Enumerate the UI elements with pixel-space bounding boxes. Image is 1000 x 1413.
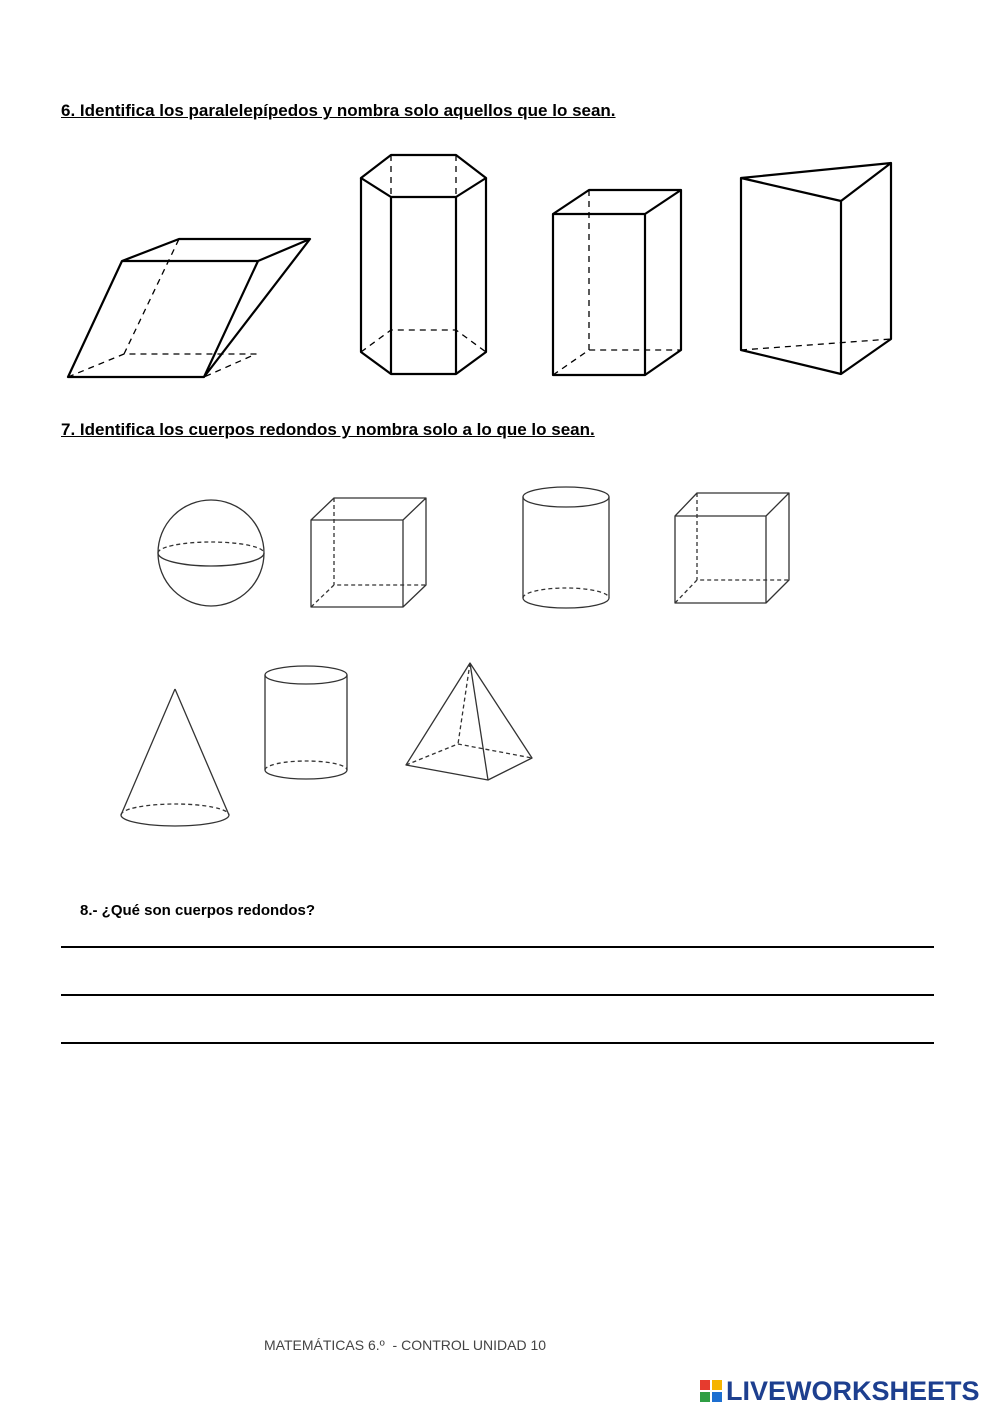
answer-line-3[interactable] <box>61 1042 934 1044</box>
question-7-title: 7. Identifica los cuerpos redondos y nombra solo a lo que lo sean. <box>61 420 595 439</box>
triangular-prism-figure <box>741 163 891 374</box>
answer-line-1[interactable] <box>61 946 934 948</box>
rectangular-prism-figure <box>553 190 681 375</box>
hexagonal-prism-figure <box>361 155 486 374</box>
question-6-title: 6. Identifica los paralelepípedos y nombra solo aquellos que lo sean. <box>61 101 616 120</box>
square-pyramid-figure <box>406 663 532 780</box>
cone-figure <box>121 689 229 826</box>
brand-name: LIVEWORKSHEETS <box>726 1375 980 1406</box>
question-8-title: 8.- ¿Qué son cuerpos redondos? <box>80 902 316 919</box>
cube-figure-1 <box>311 498 426 607</box>
cylinder-figure-2 <box>265 666 347 779</box>
sphere-figure <box>158 500 264 606</box>
footer-text: MATEMÁTICAS 6.º - CONTROL UNIDAD 10 <box>264 1337 547 1353</box>
cube-figure-2 <box>675 493 789 603</box>
liveworksheets-logo <box>700 1376 980 1406</box>
answer-line-2[interactable] <box>61 994 934 996</box>
logo-tiles-icon <box>700 1380 722 1402</box>
oblique-parallelepiped-figure <box>68 239 310 377</box>
cylinder-figure-1 <box>523 487 609 608</box>
